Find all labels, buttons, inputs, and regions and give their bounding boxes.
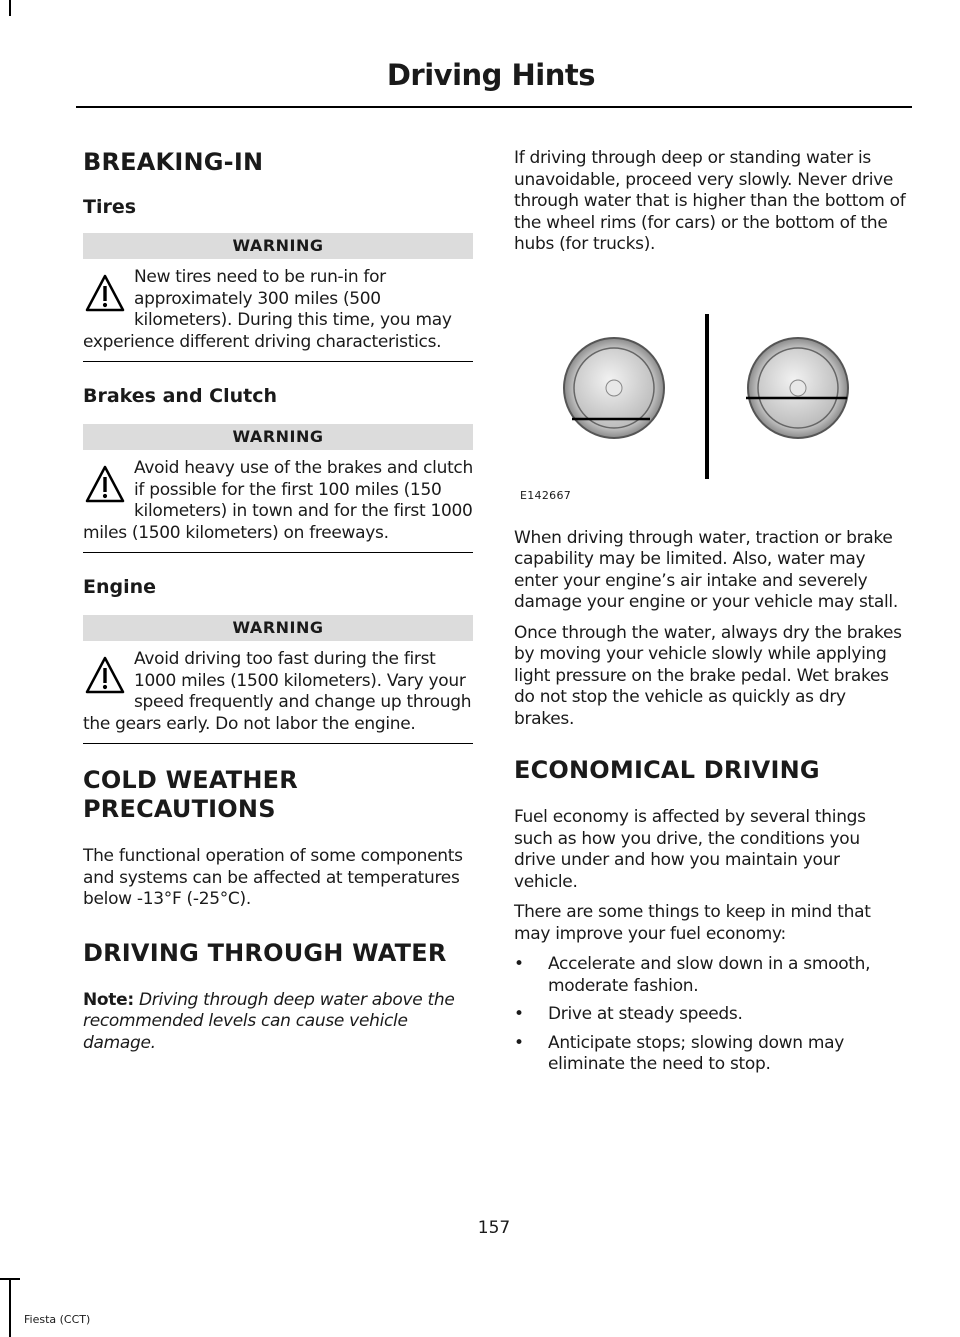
page-number: 157 [477,1218,511,1238]
brakes-subheading: Brakes and Clutch [83,385,278,407]
wheel-water-level-figure [514,278,906,510]
cold-weather-heading-line2: PRECAUTIONS [83,795,276,823]
warning-triangle-icon [83,653,127,697]
cold-weather-heading-line1: COLD WEATHER [83,766,298,794]
right-column [514,148,906,1083]
warning-label: WARNING [83,424,473,450]
driving-through-water-heading: DRIVING THROUGH WATER [83,938,447,967]
figure-code: E142667 [520,488,572,502]
warning-box [83,267,473,359]
bullet-icon: • [514,1032,524,1053]
cold-weather-text: The functional operation of some components and systems can be affected at temperatures below -13°F (-25°C). [83,846,463,909]
brakes-warning [83,424,473,553]
warning-text: Avoid heavy use of the brakes and clutch if possible for the first 100 miles (150 kilometers) in town and for the first 1000 miles (1500 kilometers) on freeways. [83,458,473,543]
economy-tips-intro: There are some things to keep in mind that may improve your fuel economy: [514,902,871,944]
warning-divider [83,743,473,744]
traction-text: When driving through water, traction or brake capability may be limited. Also, water may enter your engine’s air intake and severely damage your engine or your vehicle may stall. [514,527,898,612]
list-item [514,1004,906,1026]
warning-label: WARNING [83,233,473,259]
economical-driving-heading: ECONOMICAL DRIVING [514,756,820,784]
wheel-water-diagram [514,278,906,510]
note-label: Note: [83,989,134,1010]
warning-triangle-icon [83,271,127,315]
warning-box [83,458,473,550]
water-note [83,990,473,1055]
warning-triangle-icon [83,462,127,506]
warning-divider [83,361,473,362]
note-text: Driving through deep water above the recommended levels can cause vehicle damage. [83,989,455,1053]
crop-mark [9,1278,11,1337]
water-intro-text: If driving through deep or standing water is unavoidable, proceed very slowly. Never drive through water that is higher than the bottom of the wheel rims (for cars) or the bottom of the hubs (for trucks). [514,148,906,254]
crop-mark [0,1278,20,1280]
warning-divider [83,552,473,553]
wheel-excessive-level [746,338,848,438]
cold-weather-heading [83,766,473,824]
list-item-text: Accelerate and slow down in a smooth, moderate fashion. [548,954,871,996]
left-column [83,148,473,1054]
list-item [514,1033,906,1076]
dry-brakes-text: Once through the water, always dry the brakes by moving your vehicle slowly while applying light pressure on the brake pedal. Wet brakes do not stop the vehicle as quickly as dry brakes. [514,622,902,729]
breaking-in-heading: BREAKING-IN [83,148,264,176]
engine-warning [83,615,473,744]
header-divider [76,106,912,108]
list-item-text: Anticipate stops; slowing down may eliminate the need to stop. [548,1032,844,1074]
warning-label: WARNING [83,615,473,641]
tires-subheading: Tires [83,196,137,218]
list-item [514,954,906,997]
list-item-text: Drive at steady speeds. [548,1004,743,1024]
bullet-icon: • [514,1004,524,1024]
warning-box [83,649,473,741]
warning-text: New tires need to be run-in for approximately 300 miles (500 kilometers). During this time, you may experience different driving characteristics. [83,267,452,352]
wheel-correct-level [564,338,664,438]
bullet-icon: • [514,954,524,974]
tires-warning [83,233,473,362]
footer-model: Fiesta (CCT) [24,1313,91,1326]
economy-intro-text: Fuel economy is affected by several things such as how you drive, the conditions you drive under and how you maintain your vehicle. [514,807,866,892]
warning-text: Avoid driving too fast during the first 1000 miles (1500 kilometers). Vary your speed frequently and change up through the gears early. Do not labor the engine. [83,649,472,734]
engine-subheading: Engine [83,576,157,598]
page-header-title: Driving Hints [386,58,595,92]
economy-tips-list [514,954,906,1076]
crop-mark [9,0,11,16]
